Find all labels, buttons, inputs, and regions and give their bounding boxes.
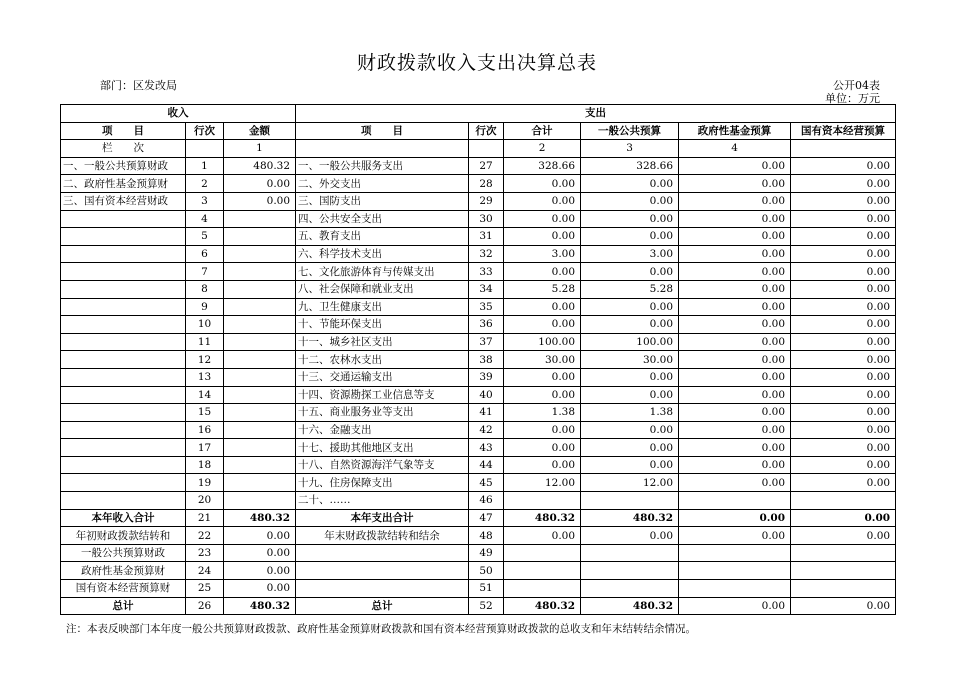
expense-item: 五、教育支出 bbox=[296, 228, 469, 246]
income-amount bbox=[224, 228, 296, 246]
column-index-4: 4 bbox=[679, 140, 791, 158]
general-budget-amount: 0.00 bbox=[581, 316, 679, 334]
expense-total: 0.00 bbox=[504, 368, 581, 386]
expense-item: 十六、金融支出 bbox=[296, 421, 469, 439]
gov-fund-amount: 0.00 bbox=[679, 351, 791, 369]
state-capital-amount: 0.00 bbox=[791, 474, 896, 492]
expense-total: 30.00 bbox=[504, 351, 581, 369]
income-amount bbox=[224, 210, 296, 228]
income-item bbox=[61, 368, 186, 386]
general-budget-amount: 30.00 bbox=[581, 351, 679, 369]
income-item bbox=[61, 386, 186, 404]
state-capital-amount: 0.00 bbox=[791, 368, 896, 386]
state-capital-amount: 0.00 bbox=[791, 597, 896, 615]
income-row-no: 8 bbox=[186, 280, 224, 298]
state-capital-amount: 0.00 bbox=[791, 298, 896, 316]
expense-row-no: 36 bbox=[469, 316, 504, 334]
income-row-no: 12 bbox=[186, 351, 224, 369]
income-amount bbox=[224, 351, 296, 369]
empty-cell bbox=[469, 140, 504, 158]
expense-row-no-header: 行次 bbox=[469, 122, 504, 140]
general-budget-amount: 0.00 bbox=[581, 228, 679, 246]
column-index-3: 3 bbox=[581, 140, 679, 158]
gov-fund-header: 政府性基金预算 bbox=[679, 122, 791, 140]
income-row-no-header: 行次 bbox=[186, 122, 224, 140]
expense-item: 十二、农林水支出 bbox=[296, 351, 469, 369]
table-row bbox=[61, 421, 896, 439]
income-row-no: 19 bbox=[186, 474, 224, 492]
expense-row-no: 28 bbox=[469, 175, 504, 193]
expense-total: 5.28 bbox=[504, 280, 581, 298]
expense-total: 480.32 bbox=[504, 597, 581, 615]
income-item: 一般公共预算财政 bbox=[61, 544, 186, 562]
gov-fund-amount: 0.00 bbox=[679, 298, 791, 316]
income-row-no: 11 bbox=[186, 333, 224, 351]
table-row bbox=[61, 210, 896, 228]
gov-fund-amount bbox=[679, 544, 791, 562]
expense-total: 0.00 bbox=[504, 298, 581, 316]
expense-row-no: 44 bbox=[469, 456, 504, 474]
expense-total bbox=[504, 544, 581, 562]
expense-total: 0.00 bbox=[504, 386, 581, 404]
income-item bbox=[61, 421, 186, 439]
income-amount bbox=[224, 386, 296, 404]
expense-total: 3.00 bbox=[504, 245, 581, 263]
expense-item: 十五、商业服务业等支出 bbox=[296, 404, 469, 422]
expense-row-no: 33 bbox=[469, 263, 504, 281]
carry-over-row bbox=[61, 580, 896, 598]
footnote: 注：本表反映部门本年度一般公共预算财政拨款、政府性基金预算财政拨款和国有资本经营预算财政拨款的总收支和年末结转结余情况。 bbox=[66, 623, 696, 635]
state-capital-amount: 0.00 bbox=[791, 456, 896, 474]
gov-fund-amount bbox=[679, 492, 791, 510]
budget-table bbox=[60, 104, 896, 615]
gov-fund-amount: 0.00 bbox=[679, 245, 791, 263]
table-row bbox=[61, 316, 896, 334]
income-item bbox=[61, 474, 186, 492]
income-item bbox=[61, 404, 186, 422]
gov-fund-amount: 0.00 bbox=[679, 474, 791, 492]
general-budget-amount: 0.00 bbox=[581, 368, 679, 386]
table-row bbox=[61, 368, 896, 386]
income-row-no: 15 bbox=[186, 404, 224, 422]
expense-item: 八、社会保障和就业支出 bbox=[296, 280, 469, 298]
income-amount bbox=[224, 333, 296, 351]
income-amount bbox=[224, 456, 296, 474]
expense-total: 0.00 bbox=[504, 175, 581, 193]
expense-total bbox=[504, 580, 581, 598]
expense-total: 480.32 bbox=[504, 509, 581, 527]
income-item: 一、一般公共预算财政 bbox=[61, 157, 186, 175]
state-capital-amount: 0.00 bbox=[791, 245, 896, 263]
table-row bbox=[61, 192, 896, 210]
income-item-header: 项 目 bbox=[61, 122, 186, 140]
expense-header: 支出 bbox=[296, 105, 896, 123]
expense-row-no: 42 bbox=[469, 421, 504, 439]
income-row-no: 18 bbox=[186, 456, 224, 474]
carry-over-row bbox=[61, 562, 896, 580]
income-item: 二、政府性基金预算财 bbox=[61, 175, 186, 193]
gov-fund-amount: 0.00 bbox=[679, 333, 791, 351]
income-item bbox=[61, 280, 186, 298]
general-budget-amount: 0.00 bbox=[581, 298, 679, 316]
general-budget-amount: 0.00 bbox=[581, 527, 679, 545]
income-item bbox=[61, 245, 186, 263]
general-budget-amount bbox=[581, 562, 679, 580]
general-budget-amount: 0.00 bbox=[581, 263, 679, 281]
expense-row-no: 43 bbox=[469, 439, 504, 457]
column-header-row bbox=[61, 122, 896, 140]
expense-row-no: 29 bbox=[469, 192, 504, 210]
income-item bbox=[61, 298, 186, 316]
gov-fund-amount: 0.00 bbox=[679, 439, 791, 457]
general-budget-amount bbox=[581, 492, 679, 510]
gov-fund-amount: 0.00 bbox=[679, 368, 791, 386]
unit-label: 单位：万元 bbox=[825, 92, 880, 105]
expense-total: 1.38 bbox=[504, 404, 581, 422]
state-capital-amount: 0.00 bbox=[791, 175, 896, 193]
annual-total-row bbox=[61, 509, 896, 527]
income-amount bbox=[224, 368, 296, 386]
expense-total: 0.00 bbox=[504, 456, 581, 474]
column-index-2: 2 bbox=[504, 140, 581, 158]
table-row bbox=[61, 298, 896, 316]
income-row-no: 1 bbox=[186, 157, 224, 175]
table-row bbox=[61, 263, 896, 281]
state-capital-amount: 0.00 bbox=[791, 192, 896, 210]
income-row-no: 17 bbox=[186, 439, 224, 457]
table-row bbox=[61, 333, 896, 351]
expense-total: 12.00 bbox=[504, 474, 581, 492]
table-row bbox=[61, 228, 896, 246]
income-row-no: 6 bbox=[186, 245, 224, 263]
expense-row-no: 45 bbox=[469, 474, 504, 492]
column-index-label: 栏 次 bbox=[61, 140, 186, 158]
state-capital-amount: 0.00 bbox=[791, 280, 896, 298]
state-capital-amount bbox=[791, 562, 896, 580]
expense-item: 六、科学技术支出 bbox=[296, 245, 469, 263]
expense-item: 十七、援助其他地区支出 bbox=[296, 439, 469, 457]
expense-total: 0.00 bbox=[504, 210, 581, 228]
income-amount: 480.32 bbox=[224, 597, 296, 615]
expense-item: 总计 bbox=[296, 597, 469, 615]
income-item bbox=[61, 333, 186, 351]
expense-row-no: 49 bbox=[469, 544, 504, 562]
grand-total-row bbox=[61, 597, 896, 615]
expense-row-no: 27 bbox=[469, 157, 504, 175]
general-budget-amount: 480.32 bbox=[581, 509, 679, 527]
expense-row-no: 40 bbox=[469, 386, 504, 404]
expense-item bbox=[296, 580, 469, 598]
income-row-no: 22 bbox=[186, 527, 224, 545]
column-index-row bbox=[61, 140, 896, 158]
income-row-no: 4 bbox=[186, 210, 224, 228]
income-amount: 0.00 bbox=[224, 175, 296, 193]
income-item: 总计 bbox=[61, 597, 186, 615]
table-row bbox=[61, 157, 896, 175]
expense-item: 十三、交通运输支出 bbox=[296, 368, 469, 386]
general-budget-amount: 328.66 bbox=[581, 157, 679, 175]
state-capital-amount: 0.00 bbox=[791, 263, 896, 281]
income-item: 政府性基金预算财 bbox=[61, 562, 186, 580]
income-amount: 0.00 bbox=[224, 580, 296, 598]
expense-total: 0.00 bbox=[504, 263, 581, 281]
table-row bbox=[61, 386, 896, 404]
empty-cell bbox=[296, 140, 469, 158]
income-amount: 0.00 bbox=[224, 544, 296, 562]
table-row bbox=[61, 474, 896, 492]
expense-total: 0.00 bbox=[504, 439, 581, 457]
state-capital-amount bbox=[791, 544, 896, 562]
form-number: 公开04表 bbox=[833, 79, 880, 92]
table-row bbox=[61, 404, 896, 422]
income-amount bbox=[224, 474, 296, 492]
expense-total: 0.00 bbox=[504, 228, 581, 246]
expense-row-no: 47 bbox=[469, 509, 504, 527]
expense-item-header: 项 目 bbox=[296, 122, 469, 140]
column-index-1: 1 bbox=[224, 140, 296, 158]
expense-row-no: 35 bbox=[469, 298, 504, 316]
income-amount: 0.00 bbox=[224, 562, 296, 580]
income-row-no: 25 bbox=[186, 580, 224, 598]
expense-total: 100.00 bbox=[504, 333, 581, 351]
expense-total bbox=[504, 492, 581, 510]
general-budget-amount: 0.00 bbox=[581, 210, 679, 228]
income-row-no: 21 bbox=[186, 509, 224, 527]
income-amount: 480.32 bbox=[224, 509, 296, 527]
income-item bbox=[61, 228, 186, 246]
expense-item: 十一、城乡社区支出 bbox=[296, 333, 469, 351]
gov-fund-amount: 0.00 bbox=[679, 263, 791, 281]
expense-row-no: 32 bbox=[469, 245, 504, 263]
expense-row-no: 31 bbox=[469, 228, 504, 246]
income-row-no: 20 bbox=[186, 492, 224, 510]
expense-item: 二、外交支出 bbox=[296, 175, 469, 193]
general-budget-amount: 5.28 bbox=[581, 280, 679, 298]
income-item bbox=[61, 439, 186, 457]
gov-fund-amount: 0.00 bbox=[679, 386, 791, 404]
general-budget-amount: 0.00 bbox=[581, 175, 679, 193]
gov-fund-amount: 0.00 bbox=[679, 316, 791, 334]
expense-item: 十八、自然资源海洋气象等支 bbox=[296, 456, 469, 474]
income-row-no: 7 bbox=[186, 263, 224, 281]
state-capital-amount: 0.00 bbox=[791, 509, 896, 527]
state-capital-amount: 0.00 bbox=[791, 210, 896, 228]
income-item bbox=[61, 316, 186, 334]
income-item: 国有资本经营预算财 bbox=[61, 580, 186, 598]
state-capital-amount: 0.00 bbox=[791, 228, 896, 246]
expense-row-no: 51 bbox=[469, 580, 504, 598]
income-row-no: 9 bbox=[186, 298, 224, 316]
expense-row-no: 34 bbox=[469, 280, 504, 298]
expense-row-no: 39 bbox=[469, 368, 504, 386]
table-row bbox=[61, 439, 896, 457]
state-capital-amount: 0.00 bbox=[791, 157, 896, 175]
expense-item bbox=[296, 562, 469, 580]
total-header: 合计 bbox=[504, 122, 581, 140]
gov-fund-amount: 0.00 bbox=[679, 597, 791, 615]
gov-fund-amount bbox=[679, 562, 791, 580]
expense-item: 九、卫生健康支出 bbox=[296, 298, 469, 316]
income-amount bbox=[224, 316, 296, 334]
expense-item: 十四、资源勘探工业信息等支 bbox=[296, 386, 469, 404]
state-capital-amount: 0.00 bbox=[791, 386, 896, 404]
expense-item: 十、节能环保支出 bbox=[296, 316, 469, 334]
general-budget-header: 一般公共预算 bbox=[581, 122, 679, 140]
gov-fund-amount: 0.00 bbox=[679, 157, 791, 175]
income-row-no: 16 bbox=[186, 421, 224, 439]
gov-fund-amount: 0.00 bbox=[679, 280, 791, 298]
general-budget-amount: 1.38 bbox=[581, 404, 679, 422]
income-row-no: 5 bbox=[186, 228, 224, 246]
state-capital-amount: 0.00 bbox=[791, 527, 896, 545]
income-amount bbox=[224, 298, 296, 316]
general-budget-amount: 0.00 bbox=[581, 386, 679, 404]
gov-fund-amount: 0.00 bbox=[679, 456, 791, 474]
expense-item: 年末财政拨款结转和结余 bbox=[296, 527, 469, 545]
gov-fund-amount: 0.00 bbox=[679, 175, 791, 193]
income-item bbox=[61, 263, 186, 281]
income-row-no: 10 bbox=[186, 316, 224, 334]
expense-item: 二十、…… bbox=[296, 492, 469, 510]
income-amount: 0.00 bbox=[224, 527, 296, 545]
state-capital-amount: 0.00 bbox=[791, 316, 896, 334]
table-row bbox=[61, 245, 896, 263]
table-row bbox=[61, 456, 896, 474]
expense-item: 七、文化旅游体育与传媒支出 bbox=[296, 263, 469, 281]
expense-item: 本年支出合计 bbox=[296, 509, 469, 527]
general-budget-amount: 0.00 bbox=[581, 192, 679, 210]
income-row-no: 26 bbox=[186, 597, 224, 615]
expense-row-no: 41 bbox=[469, 404, 504, 422]
general-budget-amount: 3.00 bbox=[581, 245, 679, 263]
general-budget-amount bbox=[581, 580, 679, 598]
income-item bbox=[61, 351, 186, 369]
empty-cell bbox=[791, 140, 896, 158]
expense-item: 四、公共安全支出 bbox=[296, 210, 469, 228]
income-amount bbox=[224, 492, 296, 510]
expense-item bbox=[296, 544, 469, 562]
income-amount bbox=[224, 404, 296, 422]
state-capital-amount: 0.00 bbox=[791, 351, 896, 369]
income-amount: 0.00 bbox=[224, 192, 296, 210]
state-capital-header: 国有资本经营预算 bbox=[791, 122, 896, 140]
income-row-no: 23 bbox=[186, 544, 224, 562]
income-row-no: 13 bbox=[186, 368, 224, 386]
income-row-no: 3 bbox=[186, 192, 224, 210]
carry-over-row bbox=[61, 527, 896, 545]
expense-row-no: 30 bbox=[469, 210, 504, 228]
income-item: 三、国有资本经营财政 bbox=[61, 192, 186, 210]
income-item: 本年收入合计 bbox=[61, 509, 186, 527]
income-row-no: 24 bbox=[186, 562, 224, 580]
general-budget-amount bbox=[581, 544, 679, 562]
gov-fund-amount: 0.00 bbox=[679, 527, 791, 545]
general-budget-amount: 0.00 bbox=[581, 456, 679, 474]
gov-fund-amount: 0.00 bbox=[679, 228, 791, 246]
table-row bbox=[61, 280, 896, 298]
expense-item: 一、一般公共服务支出 bbox=[296, 157, 469, 175]
state-capital-amount: 0.00 bbox=[791, 404, 896, 422]
expense-row-no: 52 bbox=[469, 597, 504, 615]
expense-total: 328.66 bbox=[504, 157, 581, 175]
general-budget-amount: 480.32 bbox=[581, 597, 679, 615]
gov-fund-amount bbox=[679, 580, 791, 598]
income-amount bbox=[224, 263, 296, 281]
expense-row-no: 38 bbox=[469, 351, 504, 369]
gov-fund-amount: 0.00 bbox=[679, 404, 791, 422]
state-capital-amount: 0.00 bbox=[791, 439, 896, 457]
state-capital-amount bbox=[791, 580, 896, 598]
income-item: 年初财政拨款结转和 bbox=[61, 527, 186, 545]
gov-fund-amount: 0.00 bbox=[679, 509, 791, 527]
expense-row-no: 37 bbox=[469, 333, 504, 351]
income-header: 收入 bbox=[61, 105, 296, 123]
amount-header: 金额 bbox=[224, 122, 296, 140]
expense-row-no: 46 bbox=[469, 492, 504, 510]
section-header-row bbox=[61, 105, 896, 123]
carry-over-row bbox=[61, 544, 896, 562]
income-amount bbox=[224, 280, 296, 298]
expense-item: 十九、住房保障支出 bbox=[296, 474, 469, 492]
expense-item: 三、国防支出 bbox=[296, 192, 469, 210]
expense-row-no: 48 bbox=[469, 527, 504, 545]
income-item bbox=[61, 210, 186, 228]
expense-total: 0.00 bbox=[504, 421, 581, 439]
income-amount bbox=[224, 245, 296, 263]
expense-total bbox=[504, 562, 581, 580]
table-row bbox=[61, 351, 896, 369]
state-capital-amount bbox=[791, 492, 896, 510]
expense-total: 0.00 bbox=[504, 316, 581, 334]
income-amount bbox=[224, 439, 296, 457]
gov-fund-amount: 0.00 bbox=[679, 421, 791, 439]
empty-cell bbox=[186, 140, 224, 158]
income-item bbox=[61, 456, 186, 474]
income-row-no: 14 bbox=[186, 386, 224, 404]
general-budget-amount: 0.00 bbox=[581, 439, 679, 457]
state-capital-amount: 0.00 bbox=[791, 333, 896, 351]
expense-total: 0.00 bbox=[504, 192, 581, 210]
expense-row-no: 50 bbox=[469, 562, 504, 580]
page-title: 财政拨款收入支出决算总表 bbox=[356, 52, 597, 74]
table-row bbox=[61, 492, 896, 510]
general-budget-amount: 0.00 bbox=[581, 421, 679, 439]
general-budget-amount: 100.00 bbox=[581, 333, 679, 351]
state-capital-amount: 0.00 bbox=[791, 421, 896, 439]
expense-total: 0.00 bbox=[504, 527, 581, 545]
gov-fund-amount: 0.00 bbox=[679, 210, 791, 228]
income-amount bbox=[224, 421, 296, 439]
general-budget-amount: 12.00 bbox=[581, 474, 679, 492]
income-row-no: 2 bbox=[186, 175, 224, 193]
department-label: 部门：区发改局 bbox=[100, 79, 177, 92]
income-item bbox=[61, 492, 186, 510]
income-amount: 480.32 bbox=[224, 157, 296, 175]
table-row bbox=[61, 175, 896, 193]
gov-fund-amount: 0.00 bbox=[679, 192, 791, 210]
